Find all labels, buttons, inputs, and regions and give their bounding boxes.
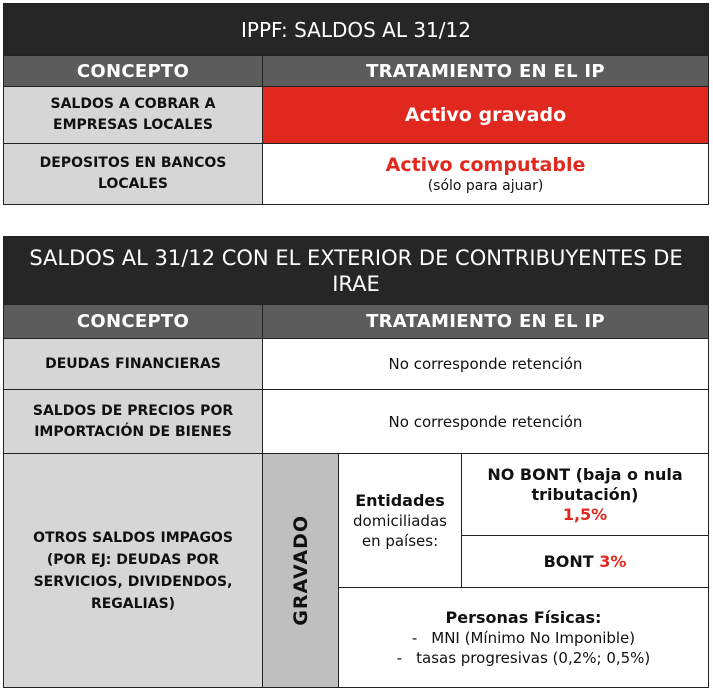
exterior-table: [3, 236, 709, 688]
no-bont-rate: 1,5%: [562, 504, 608, 524]
entidades-block: [339, 454, 708, 588]
concept-otros-saldos: OTROS SALDOS IMPAGOS (POR EJ: DEUDAS POR SERVICIOS, DIVIDENDOS, REGALIAS): [4, 454, 263, 687]
bont-cell: [462, 536, 708, 587]
concept-saldos-cobrar: SALDOS A COBRAR A EMPRESAS LOCALES: [4, 87, 263, 143]
entidades-title: Entidades: [355, 490, 445, 510]
ippf-table-title: IPPF: SALDOS AL 31/12: [4, 4, 708, 55]
entidades-line1: domiciliadas: [353, 511, 447, 530]
personas-fisicas-cell: [339, 588, 708, 687]
bont-column: [462, 454, 708, 587]
ajuar-note: (sólo para ajuar): [427, 178, 544, 194]
personas-item-2-text: tasas progresivas (0,2%; 0,5%): [416, 648, 651, 667]
gravado-column: [263, 454, 339, 687]
ippf-table: [3, 3, 709, 205]
bont-rate: 3%: [599, 552, 627, 571]
treatment-header-2: TRATAMIENTO EN EL IP: [263, 305, 708, 338]
entidades-cell: [339, 454, 462, 587]
no-bont-label: NO BONT (baja o nula tributación): [487, 464, 683, 504]
gravado-label: GRAVADO: [289, 515, 312, 626]
activo-computable-label: Activo computable: [385, 154, 586, 176]
bullet-dash: -: [396, 648, 403, 667]
concept-depositos-bancos: DEPOSITOS EN BANCOS LOCALES: [4, 144, 263, 204]
otros-detail: [339, 454, 708, 687]
personas-item-1: [412, 628, 635, 648]
entidades-line2: en países:: [361, 531, 439, 550]
bullet-dash: -: [411, 628, 418, 647]
bont-label: BONT: [543, 552, 594, 571]
personas-item-1-text: MNI (Mínimo No Imponible): [431, 628, 636, 647]
value-activo-computable: [263, 144, 708, 204]
value-activo-gravado: Activo gravado: [263, 87, 708, 143]
personas-item-2: [397, 648, 651, 668]
personas-title: Personas Físicas:: [445, 607, 602, 627]
concept-importacion-bienes: SALDOS DE PRECIOS POR IMPORTACIÓN DE BIENES: [4, 390, 263, 453]
value-no-retencion-1: No corresponde retención: [263, 339, 708, 389]
no-bont-cell: [462, 454, 708, 536]
exterior-table-title: SALDOS AL 31/12 CON EL EXTERIOR DE CONTRIBUYENTES DE IRAE: [4, 237, 708, 304]
value-no-retencion-2: No corresponde retención: [263, 390, 708, 453]
concept-header: CONCEPTO: [4, 56, 263, 86]
concept-header-2: CONCEPTO: [4, 305, 263, 338]
treatment-header: TRATAMIENTO EN EL IP: [263, 56, 708, 86]
concept-deudas-financieras: DEUDAS FINANCIERAS: [4, 339, 263, 389]
